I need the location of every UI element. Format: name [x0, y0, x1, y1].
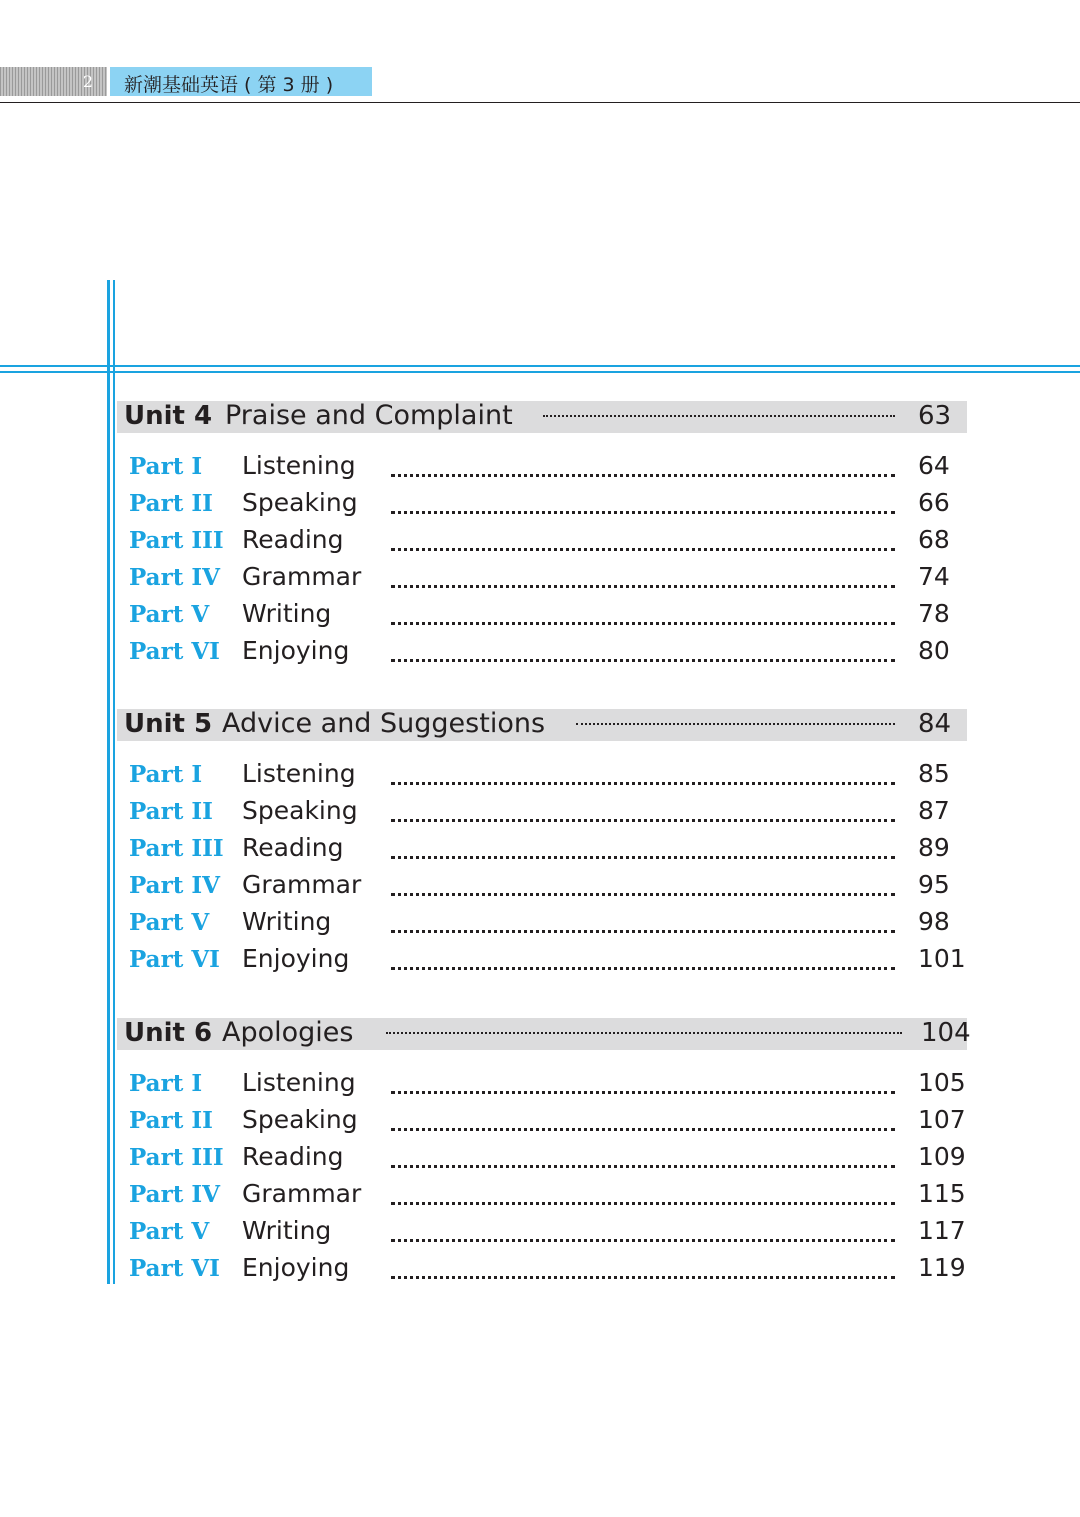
part-name: Speaking	[242, 796, 358, 825]
part-label: Part III	[129, 527, 224, 554]
part-leader-dots	[391, 815, 895, 822]
part-page-number: 115	[918, 1179, 966, 1208]
part-name: Reading	[242, 525, 344, 554]
part-name: Reading	[242, 833, 344, 862]
part-name: Listening	[242, 451, 356, 480]
part-page-number: 109	[918, 1142, 966, 1171]
unit-label: Unit 5	[124, 709, 213, 739]
part-name: Listening	[242, 759, 356, 788]
part-label: Part II	[129, 490, 213, 517]
part-name: Grammar	[242, 1179, 362, 1208]
part-leader-dots	[391, 926, 895, 933]
unit-page-number: 63	[918, 401, 952, 431]
part-label: Part I	[129, 761, 203, 788]
unit-leader-dots	[576, 719, 895, 725]
part-label: Part III	[129, 835, 224, 862]
part-page-number: 101	[918, 944, 966, 973]
part-page-number: 64	[918, 451, 950, 480]
part-label: Part IV	[129, 564, 220, 591]
part-name: Enjoying	[242, 944, 350, 973]
part-label: Part II	[129, 1107, 213, 1134]
unit-title: Advice and Suggestions	[222, 708, 546, 739]
part-leader-dots	[391, 618, 895, 625]
part-leader-dots	[391, 889, 895, 896]
part-leader-dots	[391, 470, 895, 477]
part-name: Reading	[242, 1142, 344, 1171]
part-label: Part VI	[129, 946, 220, 973]
header-rule	[0, 102, 1080, 103]
part-page-number: 85	[918, 759, 950, 788]
part-label: Part III	[129, 1144, 224, 1171]
part-label: Part V	[129, 909, 210, 936]
part-page-number: 78	[918, 599, 950, 628]
part-name: Enjoying	[242, 636, 350, 665]
frame-line-left-inner	[113, 280, 115, 1284]
part-leader-dots	[391, 581, 895, 588]
part-label: Part IV	[129, 872, 220, 899]
unit-title: Praise and Complaint	[225, 400, 513, 431]
part-name: Speaking	[242, 1105, 358, 1134]
part-name: Grammar	[242, 562, 362, 591]
part-leader-dots	[391, 963, 895, 970]
part-page-number: 66	[918, 488, 950, 517]
frame-line-top-inner	[0, 371, 1080, 373]
part-leader-dots	[391, 544, 895, 551]
part-page-number: 117	[918, 1216, 966, 1245]
part-page-number: 68	[918, 525, 950, 554]
part-name: Writing	[242, 599, 332, 628]
part-label: Part I	[129, 1070, 203, 1097]
part-page-number: 105	[918, 1068, 966, 1097]
unit-leader-dots	[543, 411, 895, 417]
part-leader-dots	[391, 1161, 895, 1168]
part-page-number: 74	[918, 562, 950, 591]
unit-page-number: 104	[921, 1018, 971, 1048]
part-label: Part IV	[129, 1181, 220, 1208]
part-label: Part V	[129, 1218, 210, 1245]
part-leader-dots	[391, 655, 895, 662]
part-name: Writing	[242, 907, 332, 936]
book-title: 新潮基础英语 ( 第 3 册 )	[124, 74, 334, 96]
part-leader-dots	[391, 1124, 895, 1131]
frame-line-top-outer	[0, 365, 1080, 367]
unit-label: Unit 6	[124, 1018, 213, 1048]
unit-title: Apologies	[222, 1017, 354, 1048]
part-leader-dots	[391, 507, 895, 514]
part-leader-dots	[391, 1198, 895, 1205]
part-label: Part VI	[129, 1255, 220, 1282]
part-label: Part V	[129, 601, 210, 628]
part-page-number: 89	[918, 833, 950, 862]
part-name: Speaking	[242, 488, 358, 517]
part-page-number: 98	[918, 907, 950, 936]
part-label: Part II	[129, 798, 213, 825]
part-leader-dots	[391, 1272, 895, 1279]
part-page-number: 95	[918, 870, 950, 899]
part-label: Part I	[129, 453, 203, 480]
part-leader-dots	[391, 778, 895, 785]
part-leader-dots	[391, 1235, 895, 1242]
part-page-number: 119	[918, 1253, 966, 1282]
unit-label: Unit 4	[124, 401, 213, 431]
part-leader-dots	[391, 852, 895, 859]
frame-line-left-outer	[107, 280, 110, 1284]
page-number: 2	[82, 72, 94, 91]
part-leader-dots	[391, 1087, 895, 1094]
part-name: Grammar	[242, 870, 362, 899]
part-page-number: 87	[918, 796, 950, 825]
part-page-number: 80	[918, 636, 950, 665]
unit-leader-dots	[386, 1028, 902, 1034]
part-name: Listening	[242, 1068, 356, 1097]
part-name: Writing	[242, 1216, 332, 1245]
part-name: Enjoying	[242, 1253, 350, 1282]
unit-page-number: 84	[918, 709, 952, 739]
part-label: Part VI	[129, 638, 220, 665]
part-page-number: 107	[918, 1105, 966, 1134]
